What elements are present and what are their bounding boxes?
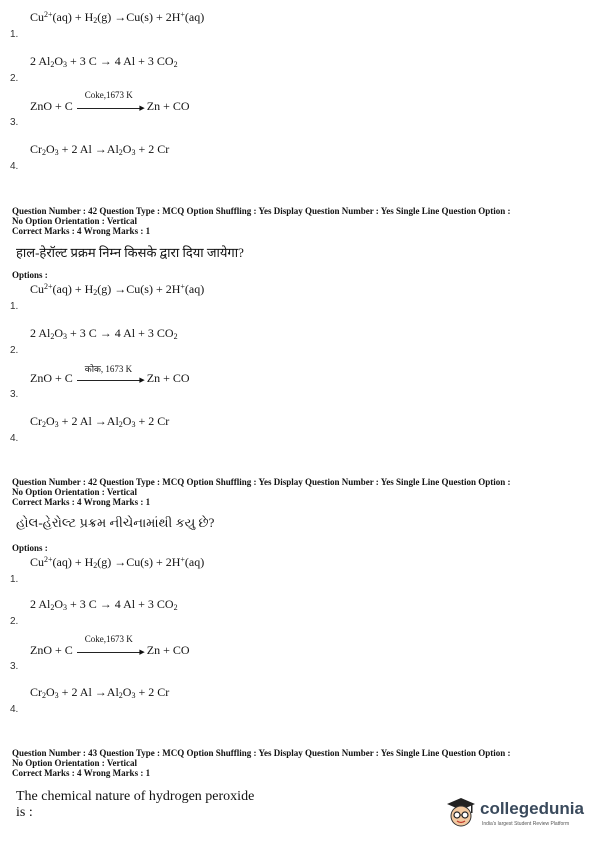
option-number: 2. [10, 616, 19, 627]
meta-line: Question Number : 43 Question Type : MCQ Option Shuffling : Yes Display Question Number : Yes Single Line Question Option : [12, 748, 511, 758]
option-number: 2. [10, 345, 19, 356]
option-number: 2. [10, 73, 19, 84]
reaction-condition-arrow: कोक, 1673 K ▶ [77, 370, 143, 384]
equation-cr2o3-al: $Cr_2O_3 + 2$ $Al \to Al_2O_3 + 2$ Cr [30, 142, 170, 157]
option-2 [10, 54, 410, 84]
option-number: 3. [10, 661, 19, 672]
option-4 [10, 414, 410, 444]
option-1 [10, 10, 410, 40]
equation-zno-c: ZnO + C Coke,1673 K ▶ Zn + CO [30, 634, 190, 657]
meta-line: No Option Orientation : Vertical [12, 758, 137, 768]
meta-line: Correct Marks : 4 Wrong Marks : 1 [12, 768, 151, 778]
equation-cu-h2: $Cu^{2+}(aq) + H_2(g) \to Cu(s) + 2H^+(aq)$ [30, 555, 205, 570]
reaction-condition-arrow: Coke,1673 K ▶ [77, 98, 143, 112]
equation-al2o3-c: 2 $Al_2O_3 + 3$ C → 4 Al + 3 $CO_2$ [30, 54, 178, 69]
collegedunia-logo [444, 795, 589, 835]
question-meta [12, 206, 587, 236]
equation-al2o3-c: 2 $Al_2O_3 + 3$ C → 4 Al + 3 $CO_2$ [30, 326, 178, 341]
graduate-mascot-icon [444, 795, 478, 831]
option-2 [10, 326, 410, 356]
options-label: Options : [12, 543, 48, 553]
option-number: 4. [10, 161, 19, 172]
option-number: 1. [10, 574, 19, 585]
option-number: 3. [10, 117, 19, 128]
meta-line: No Option Orientation : Vertical [12, 487, 137, 497]
question-meta [12, 748, 587, 778]
option-number: 1. [10, 29, 19, 40]
option-number: 1. [10, 301, 19, 312]
equation-cr2o3-al: $Cr_2O_3 + 2$ $Al \to Al_2O_3 + 2$ Cr [30, 685, 170, 700]
meta-line: No Option Orientation : Vertical [12, 216, 137, 226]
option-number: 3. [10, 389, 19, 400]
meta-line: Correct Marks : 4 Wrong Marks : 1 [12, 226, 151, 236]
meta-line: Question Number : 42 Question Type : MCQ Option Shuffling : Yes Display Question Number : Yes Single Line Question Option : [12, 206, 511, 216]
brand-name: collegedunia [480, 799, 584, 818]
option-4 [10, 142, 410, 172]
reaction-condition: Coke,1673 K [84, 634, 133, 644]
option-3 [10, 364, 410, 400]
question-line: is : [16, 805, 33, 820]
reaction-condition-arrow: Coke,1673 K ▶ [77, 642, 143, 656]
option-3 [10, 90, 410, 128]
equation-cu-h2: $Cu^{2+}(aq) + H_2(g) \to Cu(s) + 2H^+(aq)$ [30, 10, 205, 25]
question-meta [12, 477, 587, 507]
question-line: The chemical nature of hydrogen peroxide [16, 789, 255, 804]
option-2 [10, 597, 410, 627]
reaction-condition: कोक, 1673 K [84, 364, 133, 374]
meta-line: Question Number : 42 Question Type : MCQ Option Shuffling : Yes Display Question Number : Yes Single Line Question Option : [12, 477, 511, 487]
brand-tagline: India's largest Student Review Platform [482, 821, 570, 827]
question-text-english [16, 789, 254, 821]
option-number: 4. [10, 433, 19, 444]
option-1 [10, 555, 410, 585]
reaction-condition: Coke,1673 K [84, 90, 133, 100]
equation-zno-c: ZnO + C कोक, 1673 K ▶ Zn + CO [30, 364, 190, 385]
equation-cr2o3-al: $Cr_2O_3 + 2$ $Al \to Al_2O_3 + 2$ Cr [30, 414, 170, 429]
equation-al2o3-c: 2 $Al_2O_3 + 3$ C → 4 Al + 3 $CO_2$ [30, 597, 178, 612]
option-4 [10, 685, 410, 715]
option-3 [10, 634, 410, 672]
question-text-gujarati: હોલ-હેરોલ્ટ પ્રક્રમ નીચેનામાંથી કયુ છે? [16, 515, 215, 530]
option-number: 4. [10, 704, 19, 715]
options-label: Options : [12, 270, 48, 280]
question-text-hindi: हाल-हेरॉल्ट प्रक्रम निम्न किसके द्वारा दिया जायेगा? [16, 245, 244, 260]
meta-line: Correct Marks : 4 Wrong Marks : 1 [12, 497, 151, 507]
equation-cu-h2: $Cu^{2+}(aq) + H_2(g) \to Cu(s) + 2H^+(aq)$ [30, 282, 205, 297]
option-1 [10, 282, 410, 312]
equation-zno-c: ZnO + C Coke,1673 K ▶ Zn + CO [30, 90, 190, 113]
